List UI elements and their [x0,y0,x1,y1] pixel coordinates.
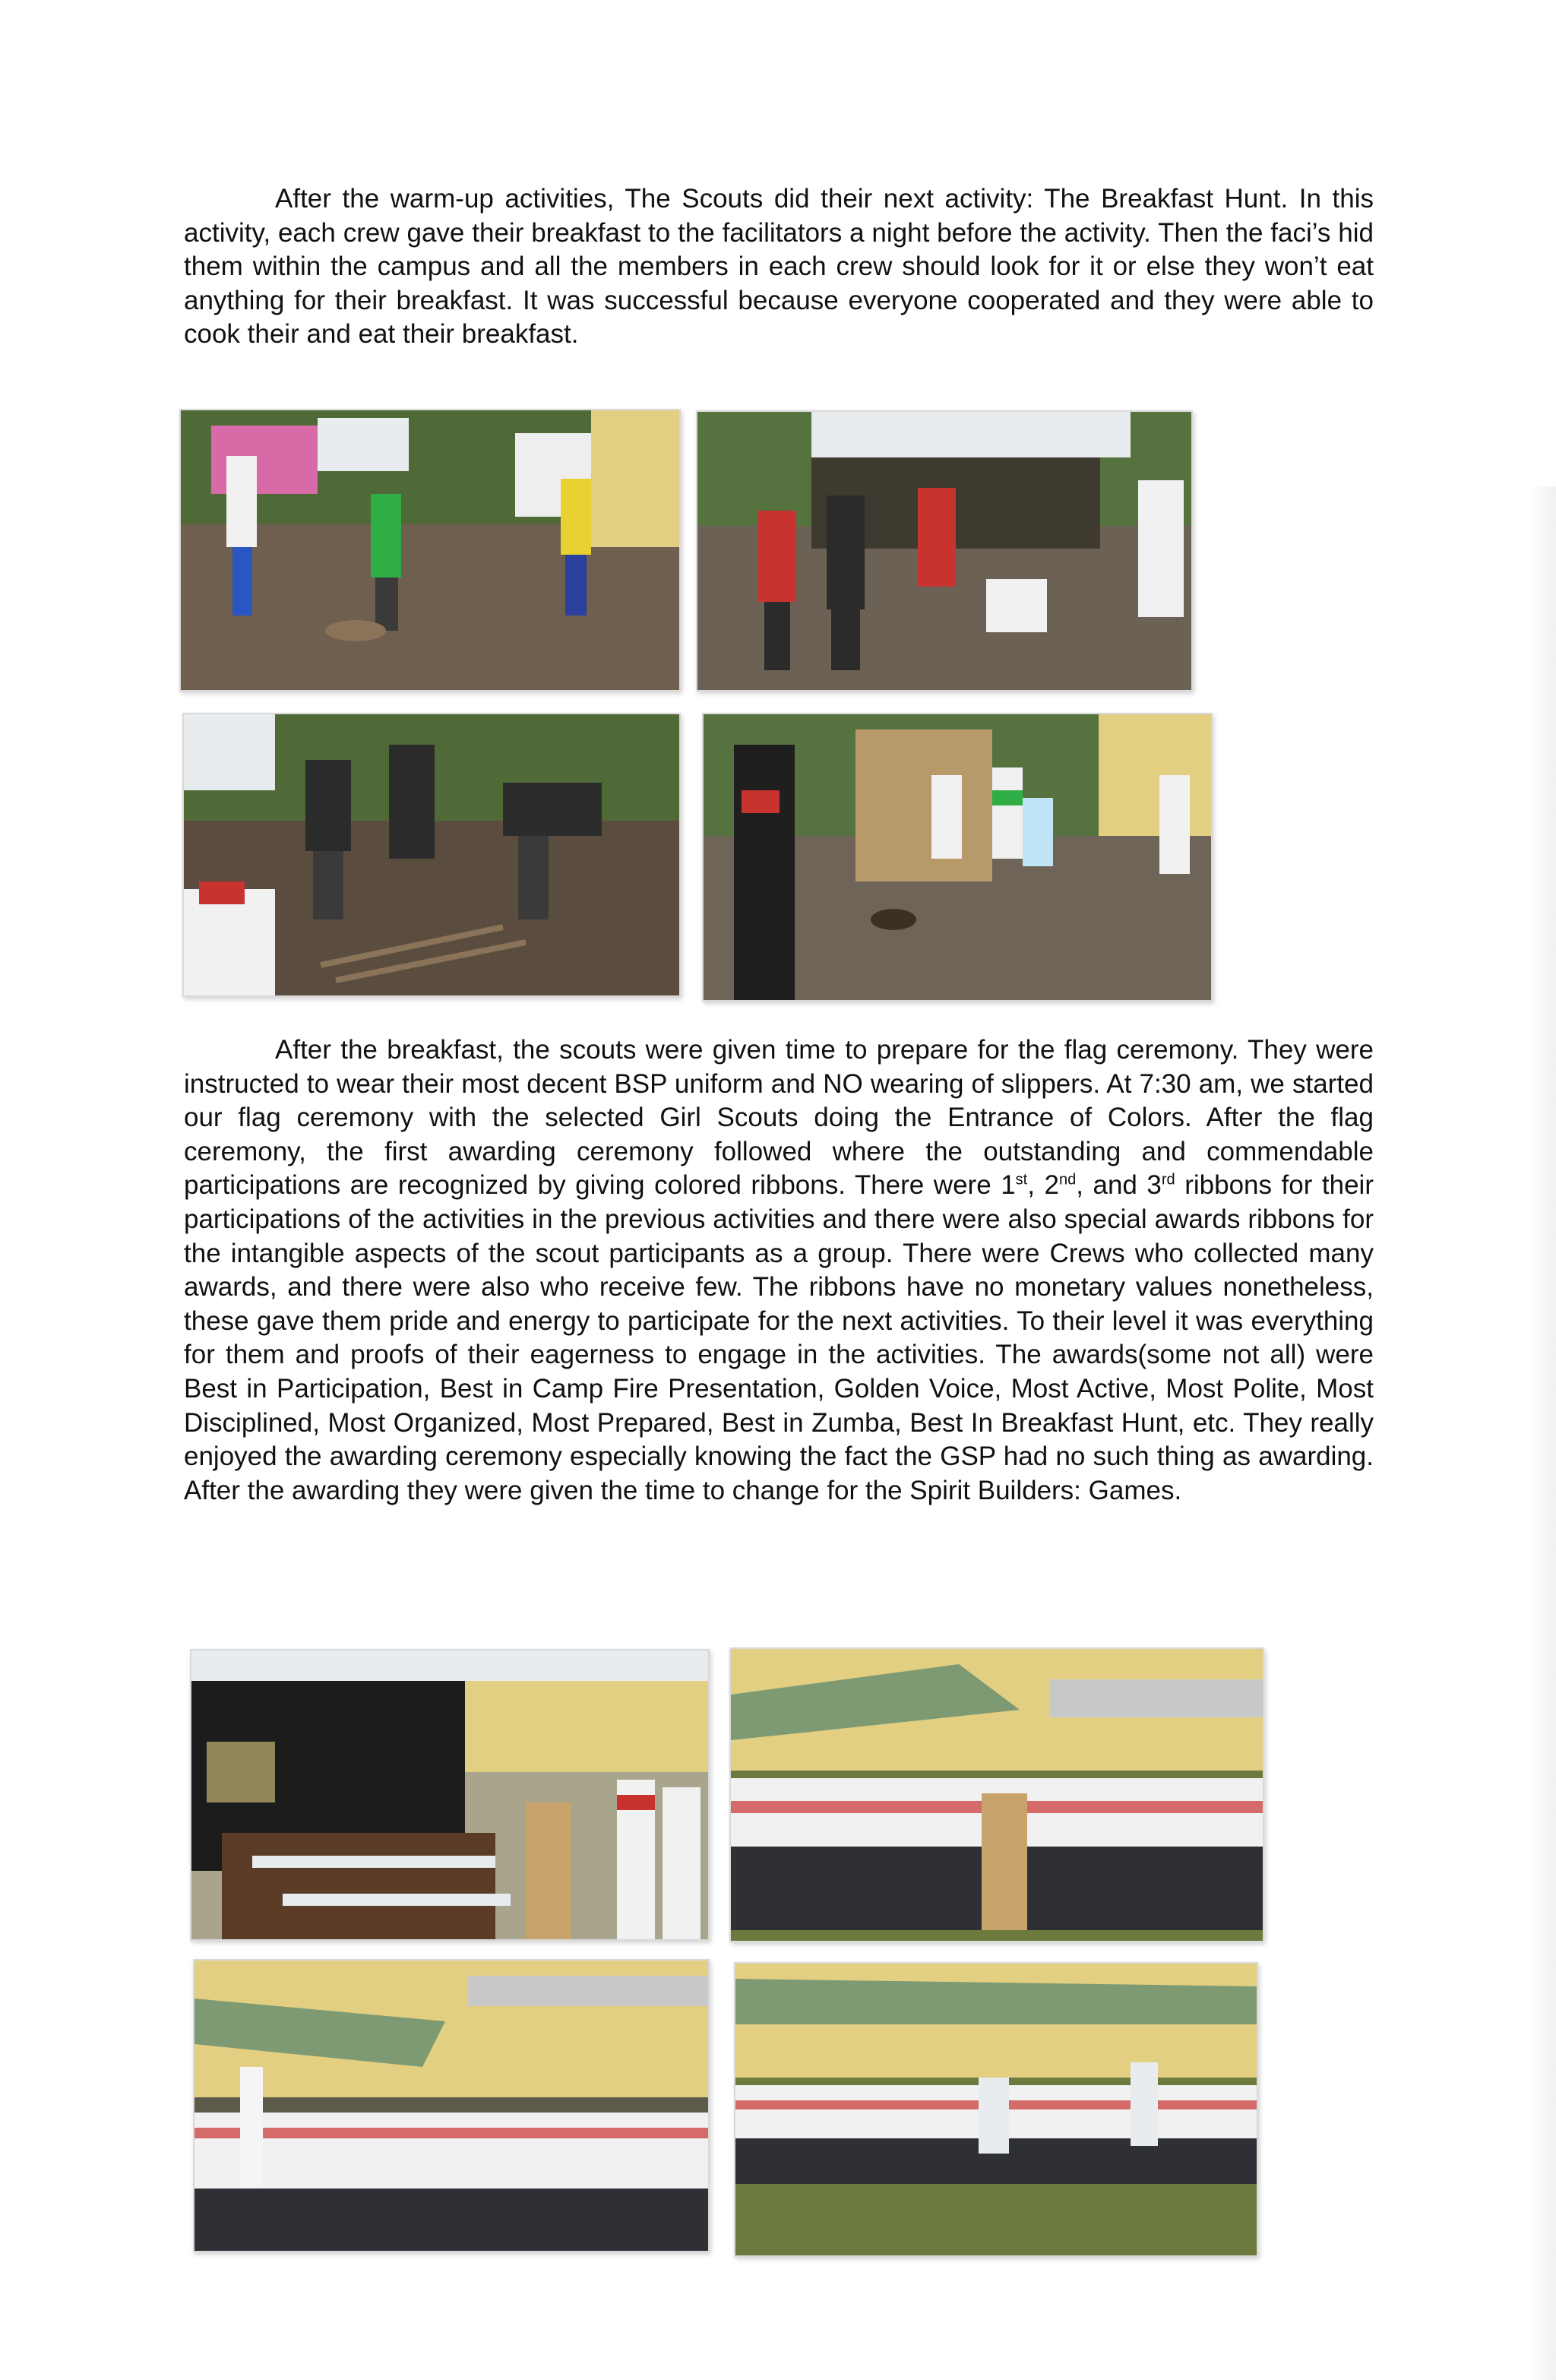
flag-ceremony-photo-1 [190,1649,710,1941]
breakfast-hunt-photo-3 [182,713,681,997]
ordinal-st: st [1015,1171,1028,1188]
flag-ceremony-text-2: , 2 [1027,1170,1059,1201]
page-edge-shadow [1529,486,1556,2380]
flag-ceremony-text-3: , and 3 [1076,1170,1162,1201]
flag-ceremony-photo-4 [734,1962,1258,2257]
breakfast-hunt-paragraph: After the warm-up activities, The Scouts did their next activity: The Breakfast Hunt. In this activity, each crew gave their breakfast to the facilitators a night before the activity. Then the faci’s hid them within the campus and all the members in each crew should look for it or else they won’t eat anything for their breakfast. It was successful because everyone cooperated and they were able to cook their and eat their breakfast. [184,184,1374,350]
breakfast-hunt-photo-1 [179,409,681,692]
ordinal-rd: rd [1161,1171,1175,1188]
flag-ceremony-paragraph [184,1033,1374,1508]
breakfast-hunt-photo-4 [702,713,1213,1002]
flag-ceremony-photo-2 [729,1647,1264,1942]
ordinal-nd: nd [1058,1171,1077,1188]
flag-ceremony-text-1: After the breakfast, the scouts were given time to prepare for the flag ceremony. They were instructed to wear their most decent BSP uniform and NO wearing of slippers. At 7:30 am, we started our flag ceremony with the selected Girl Scouts doing the Entrance of Colors. After the flag ceremony, the first awarding ceremony followed where the outstanding and commendable participations are recognized by giving colored ribbons. There were 1 [184,1035,1374,1201]
breakfast-hunt-photo-2 [696,410,1193,692]
flag-ceremony-photo-3 [193,1959,710,2252]
flag-ceremony-text-4: ribbons for their participations of the activities in the previous activities and there were also special awards ribbons for the intangible aspects of the scout participants as a group. There were Crews who collected many awards, and there were also who receive few. The ribbons have no monetary values nonetheless, these gave them pride and energy to participate for the next activities. To their level it was everything for them and proofs of their eagerness to engage in the activities. The awards(some not all) were Best in Participation, Best in Camp Fire Presentation, Golden Voice, Most Active, Most Polite, Most Disciplined, Most Organized, Most Prepared, Best in Zumba, Best In Breakfast Hunt, etc. They really enjoyed the awarding ceremony especially knowing the fact the GSP had no such thing as awarding. After the awarding they were given the time to change for the Spirit Builders: Games. [184,1170,1374,1505]
